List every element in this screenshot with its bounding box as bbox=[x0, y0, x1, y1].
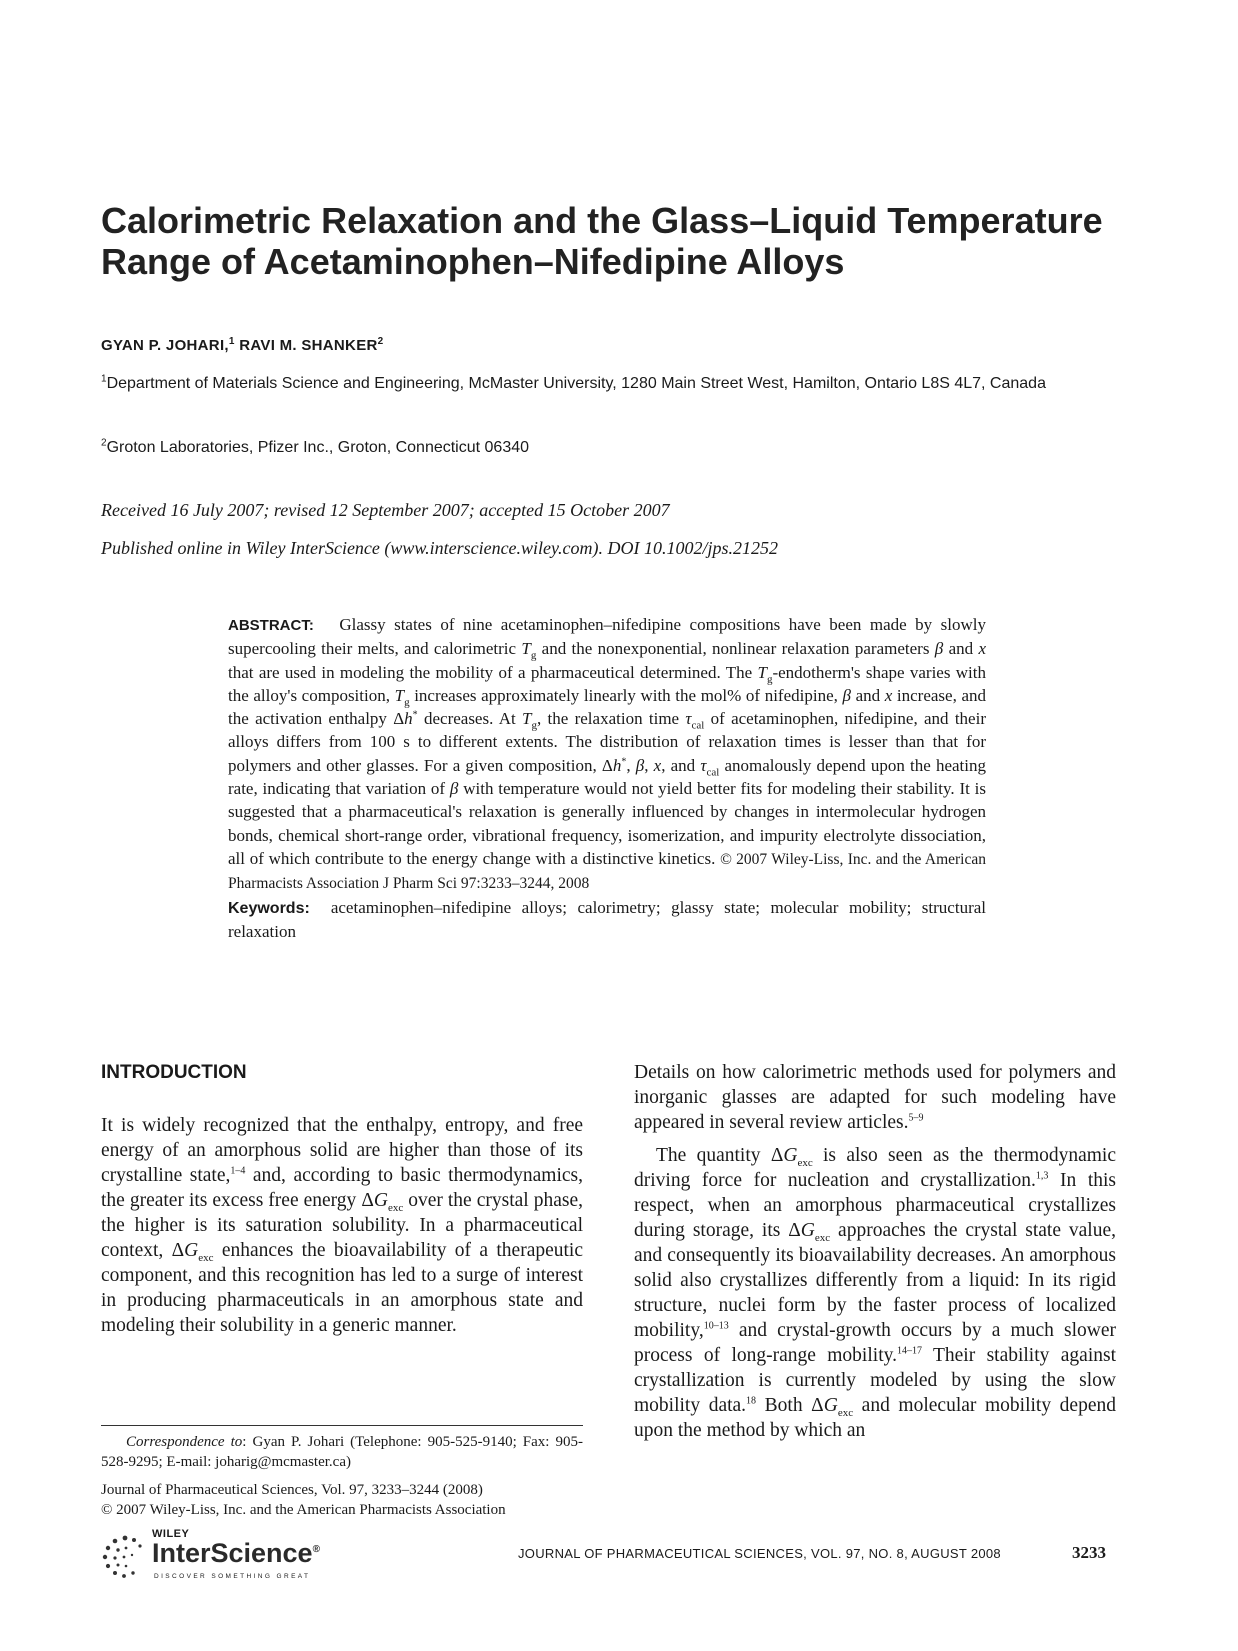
body-text: and crystal-growth occurs by a much slower process of long-range mobility. bbox=[634, 1320, 1116, 1366]
footnote-divider bbox=[101, 1425, 583, 1426]
subscript-g: g bbox=[404, 696, 410, 709]
body-text: The quantity Δ bbox=[656, 1145, 784, 1166]
abstract bbox=[228, 613, 986, 943]
symbol-beta: β bbox=[635, 755, 645, 775]
journal-footnote bbox=[101, 1480, 583, 1520]
symbol-G: G bbox=[783, 1145, 798, 1166]
journal-citation: Journal of Pharmaceutical Sciences, Vol. 97, 3233–3244 (2008) bbox=[101, 1482, 483, 1498]
affiliation-1-text: Department of Materials Science and Engineering, McMaster University, 1280 Main Street West, Hamilton, Ontario L8S 4L7, Canada bbox=[106, 375, 1046, 392]
citation-ref[interactable]: 1,3 bbox=[1035, 1170, 1049, 1182]
author-1-affil-mark: 1 bbox=[228, 336, 235, 347]
body-text: enhances the bioavailability of a therapeutic component, and this recognition has led to a surge of interest in producing pharmaceuticals in an amorphous state and modeling their solubility in a generic manner. bbox=[101, 1240, 584, 1336]
correspondence-label: Correspondence to bbox=[126, 1434, 243, 1450]
footnote-copyright: © 2007 Wiley-Liss, Inc. and the American Pharmacists Association bbox=[101, 1502, 506, 1518]
abstract-text: anomalously depend upon the heating rate, indicating that variation of bbox=[228, 755, 986, 799]
symbol-G: G bbox=[823, 1395, 838, 1416]
affiliation-1-mark: 1 bbox=[101, 373, 107, 385]
keywords-label: Keywords: bbox=[228, 899, 310, 917]
intro-paragraph-1 bbox=[101, 1113, 583, 1338]
logo-swirl-icon bbox=[100, 1530, 150, 1586]
title-line-1: Calorimetric Relaxation and the Glass–Liquid Temperature bbox=[101, 200, 1103, 241]
citation-ref[interactable]: 18 bbox=[746, 1395, 757, 1407]
received-dates: Received 16 July 2007; revised 12 September 2007; accepted 15 October 2007 bbox=[101, 500, 670, 520]
author-1: GYAN P. JOHARI, bbox=[101, 337, 229, 354]
body-text: Details on how calorimetric methods used for polymers and inorganic glasses are adapted for such modeling have appeared in several review articles. bbox=[634, 1062, 1116, 1133]
abstract-text: -endotherm's shape varies with the alloy's composition, bbox=[228, 662, 986, 705]
abstract-text: Glassy states of nine acetaminophen–nifedipine compositions have been made by slowly supercooling their melts, and calorimetric bbox=[228, 615, 987, 659]
correspondence-text: : Gyan P. Johari (Telephone: 905-525-9140; Fax: 905-528-9295; E-mail: joharig@mcmaster.ca) bbox=[101, 1434, 583, 1470]
subscript-exc: exc bbox=[837, 1406, 854, 1419]
symbol-G: G bbox=[800, 1220, 815, 1241]
correspondence-footnote bbox=[101, 1432, 583, 1472]
abstract-text: and the nonexponential, nonlinear relaxation parameters bbox=[536, 639, 935, 659]
body-text: is also seen as the thermodynamic driving force for nucleation and crystallization. bbox=[634, 1145, 1117, 1191]
abstract-text: and bbox=[850, 685, 885, 705]
affiliation-2-mark: 2 bbox=[101, 437, 107, 449]
body-text: Both Δ bbox=[756, 1395, 824, 1416]
symbol-beta: β bbox=[934, 639, 944, 659]
subscript-g: g bbox=[530, 649, 537, 662]
abstract-text: , and bbox=[661, 755, 701, 775]
publication-info: Published online in Wiley InterScience (www.interscience.wiley.com). DOI 10.1002/jps.21252 bbox=[101, 538, 779, 558]
subscript-g: g bbox=[766, 672, 773, 685]
symbol-T: T bbox=[522, 709, 532, 729]
abstract-text: , the relaxation time bbox=[536, 709, 686, 729]
abstract-copyright: © 2007 Wiley-Liss, Inc. and the American Pharmacists Association J Pharm Sci 97:3233–3244, 2008 bbox=[228, 850, 986, 893]
body-text: over the crystal phase, the higher is its saturation solubility. In a pharmaceutical context, Δ bbox=[101, 1190, 583, 1261]
symbol-beta: β bbox=[449, 779, 459, 799]
title-line-2: Range of Acetaminophen–Nifedipine Alloys bbox=[101, 241, 845, 282]
subscript-exc: exc bbox=[387, 1201, 404, 1214]
symbol-tau: τ bbox=[685, 709, 692, 729]
logo-tagline: DISCOVER SOMETHING GREAT bbox=[154, 1573, 311, 1580]
symbol-beta: β bbox=[842, 685, 851, 705]
subscript-g: g bbox=[531, 719, 537, 732]
symbol-T: T bbox=[521, 639, 531, 659]
abstract-text: increase, and the activation enthalpy Δ bbox=[228, 685, 987, 729]
author-list bbox=[101, 337, 384, 354]
abstract-text: and bbox=[943, 639, 979, 659]
superscript-star: * bbox=[621, 756, 627, 768]
symbol-h: h bbox=[404, 709, 413, 729]
subscript-cal: cal bbox=[691, 719, 705, 732]
symbol-x: x bbox=[653, 755, 662, 775]
symbol-h: h bbox=[612, 755, 622, 775]
citation-ref[interactable]: 1–4 bbox=[230, 1165, 246, 1177]
running-footer: JOURNAL OF PHARMACEUTICAL SCIENCES, VOL. 97, NO. 8, AUGUST 2008 bbox=[518, 1546, 1001, 1561]
wiley-interscience-logo[interactable] bbox=[100, 1528, 340, 1586]
symbol-x: x bbox=[884, 685, 893, 705]
affiliation-2-text: Groton Laboratories, Pfizer Inc., Groton, Connecticut 06340 bbox=[106, 439, 530, 456]
page-number: 3233 bbox=[1072, 1543, 1106, 1562]
subscript-exc: exc bbox=[198, 1251, 214, 1264]
body-text: Their stability against crystallization is currently modeled by using the slow mobility data. bbox=[634, 1345, 1116, 1416]
body-text: It is widely recognized that the enthalpy, entropy, and free energy of an amorphous solid are higher than those of its crystalline state, bbox=[101, 1115, 583, 1186]
subscript-exc: exc bbox=[814, 1231, 831, 1244]
subscript-cal: cal bbox=[706, 766, 720, 779]
symbol-G: G bbox=[373, 1190, 388, 1211]
abstract-text: of acetaminophen, nifedipine, and their alloys differs from 100 s to different extents. The distribution of relaxation times is lesser than that for polymers and other glasses. For a given composition, Δ bbox=[228, 709, 986, 775]
abstract-text: that are used in modeling the mobility of a pharmaceutical determined. The bbox=[228, 662, 758, 682]
keywords-text: acetaminophen–nifedipine alloys; calorimetry; glassy state; molecular mobility; structural relaxation bbox=[228, 897, 987, 941]
abstract-text: , bbox=[644, 755, 654, 775]
logo-interscience-word: InterScience bbox=[152, 1538, 313, 1568]
symbol-tau: τ bbox=[700, 755, 707, 775]
body-text: and molecular mobility depend upon the method by which an bbox=[634, 1395, 1116, 1441]
symbol-T: T bbox=[757, 662, 767, 682]
citation-ref[interactable]: 5–9 bbox=[908, 1112, 924, 1124]
citation-ref[interactable]: 10–13 bbox=[703, 1320, 729, 1332]
logo-wiley-text: WILEY bbox=[152, 1528, 190, 1540]
right-column bbox=[634, 1060, 1116, 1443]
abstract-text: increases approximately linearly with the mol% of nifedipine, bbox=[409, 685, 843, 705]
body-text: and, according to basic thermodynamics, the greater its excess free energy Δ bbox=[101, 1165, 583, 1211]
body-text: approaches the crystal state value, and consequently its bioavailability decreases. An amorphous solid also crystallizes differently from a liquid: In its rigid structure, nuclei form by the faster process of localized mobility, bbox=[634, 1220, 1117, 1341]
logo-registered-mark: ® bbox=[312, 1544, 320, 1555]
symbol-T: T bbox=[394, 685, 405, 705]
symbol-G: G bbox=[184, 1240, 199, 1261]
symbol-x: x bbox=[978, 639, 986, 659]
subscript-exc: exc bbox=[797, 1156, 813, 1169]
paper-title bbox=[101, 200, 1151, 282]
abstract-text: decreases. At bbox=[417, 709, 523, 729]
abstract-text: with temperature would not yield better fits for modeling their stability. It is suggested that a pharmaceutical's relaxation is generally influenced by changes in intermolecular hydrogen bonds, chemical short-range order, vibrational frequency, isomerization, and impurity electrolyte dissociation, all of which contribute to the energy change with a distinctive kinetics. bbox=[228, 779, 986, 868]
author-2-affil-mark: 2 bbox=[377, 336, 384, 347]
author-2: RAVI M. SHANKER bbox=[239, 337, 378, 354]
body-text: In this respect, when an amorphous pharmaceutical crystallizes during storage, its Δ bbox=[634, 1170, 1116, 1241]
abstract-text: , bbox=[626, 755, 636, 775]
logo-interscience-text bbox=[152, 1538, 320, 1569]
abstract-label: ABSTRACT: bbox=[228, 617, 314, 634]
section-heading-introduction: INTRODUCTION bbox=[101, 1062, 247, 1083]
citation-ref[interactable]: 14–17 bbox=[896, 1345, 922, 1357]
affiliation-2 bbox=[101, 436, 1051, 460]
affiliation-1 bbox=[101, 372, 1051, 396]
superscript-star: * bbox=[412, 709, 418, 721]
